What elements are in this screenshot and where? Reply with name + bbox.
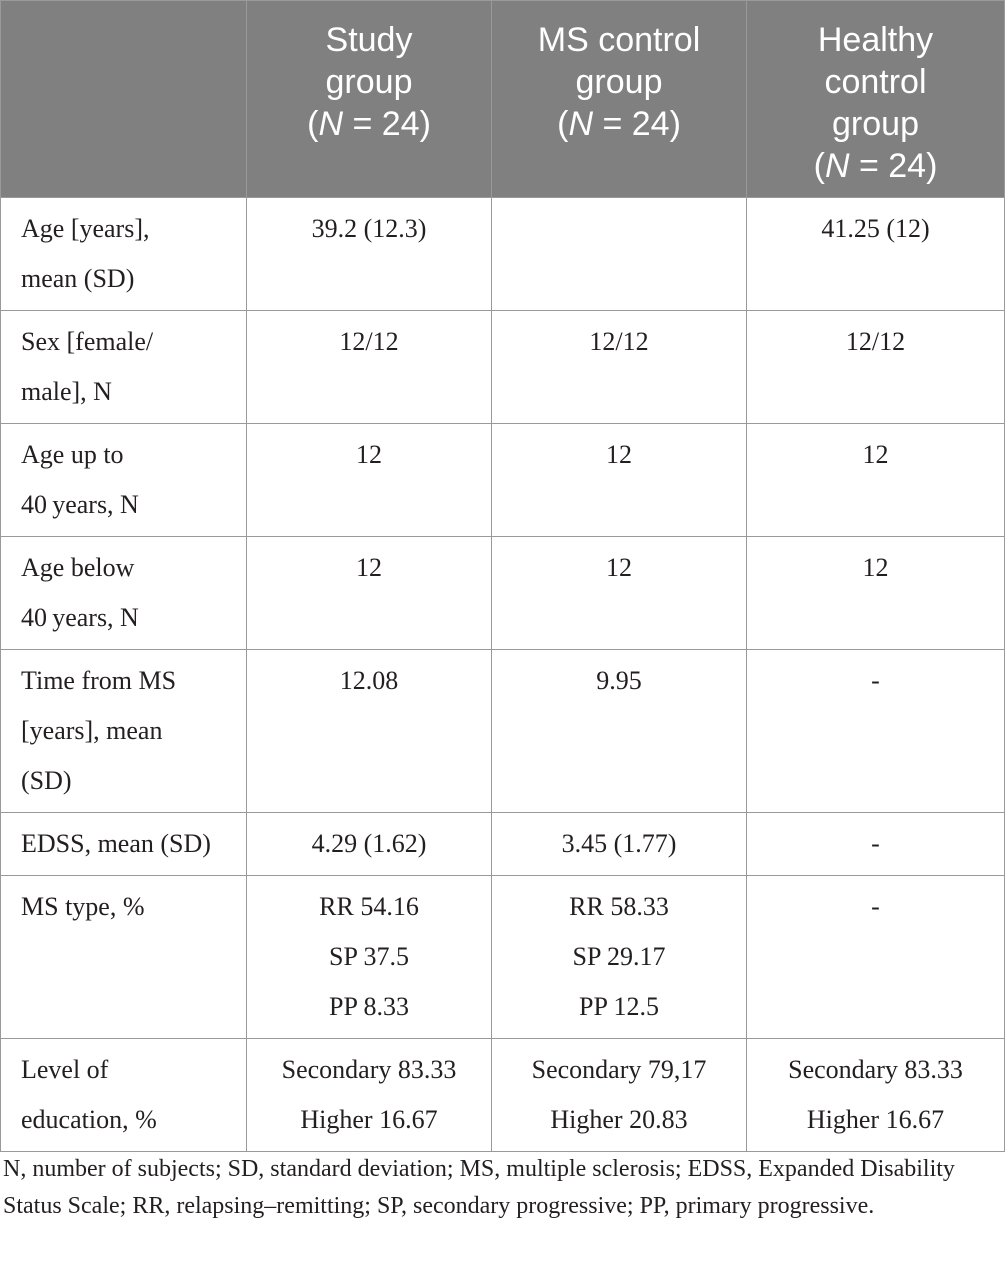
- header-healthy-line2: control: [824, 63, 927, 101]
- healthy-cell-text: Higher 16.67: [806, 1105, 945, 1134]
- study-cell-text: RR 54.16: [319, 892, 419, 921]
- header-healthy-n: (N = 24): [813, 147, 938, 185]
- label-cell-text: Time from MS: [21, 666, 177, 695]
- study-cell: [247, 813, 492, 876]
- label-cell-text: mean (SD): [21, 264, 135, 293]
- label-cell: [1, 876, 247, 1039]
- ms-control-cell-text: SP 29.17: [572, 942, 666, 971]
- label-cell-text: education, %: [21, 1105, 157, 1134]
- header-ms-control-n: (N = 24): [557, 105, 681, 143]
- header-study-group: [247, 1, 492, 198]
- study-cell: [247, 311, 492, 424]
- label-cell-text: Level of: [21, 1055, 109, 1084]
- healthy-cell-text: 41.25 (12): [821, 214, 930, 243]
- study-cell-text: 12/12: [339, 327, 399, 356]
- header-blank-cell: [1, 1, 247, 198]
- ms-control-cell: [492, 198, 747, 311]
- study-cell: [247, 1039, 492, 1152]
- healthy-cell: [747, 650, 1005, 813]
- label-cell-text: male], N: [21, 377, 112, 406]
- healthy-cell-text: -: [871, 892, 880, 921]
- label-cell-text: 40 years, N: [21, 603, 139, 632]
- table-row: [1, 537, 1005, 650]
- study-cell: [247, 650, 492, 813]
- study-cell: [247, 424, 492, 537]
- header-healthy-control-group: [747, 1, 1005, 198]
- label-cell: [1, 424, 247, 537]
- healthy-cell-text: -: [871, 829, 880, 858]
- header-ms-control-group: [492, 1, 747, 198]
- ms-control-cell-text: 12/12: [589, 327, 649, 356]
- study-cell-text: 4.29 (1.62): [311, 829, 427, 858]
- ms-control-cell: [492, 424, 747, 537]
- header-study-line2: group: [325, 63, 413, 101]
- study-cell-text: PP 8.33: [329, 992, 409, 1021]
- header-study-n: (N = 24): [307, 105, 431, 143]
- label-cell: [1, 650, 247, 813]
- healthy-cell-text: Secondary 83.33: [788, 1055, 963, 1084]
- label-cell-text: EDSS, mean (SD): [21, 829, 211, 858]
- ms-control-cell-text: 9.95: [596, 666, 642, 695]
- healthy-cell: [747, 198, 1005, 311]
- ms-control-cell: [492, 1039, 747, 1152]
- label-cell-text: Age below: [21, 553, 135, 582]
- healthy-cell: [747, 424, 1005, 537]
- ms-control-cell-text: RR 58.33: [569, 892, 669, 921]
- label-cell: [1, 198, 247, 311]
- study-cell: [247, 876, 492, 1039]
- table-row: [1, 1039, 1005, 1152]
- ms-control-cell-text: 12: [606, 553, 632, 582]
- ms-control-cell: [492, 813, 747, 876]
- label-cell-text: Age up to: [21, 440, 124, 469]
- healthy-cell-text: -: [871, 666, 880, 695]
- label-cell: [1, 311, 247, 424]
- study-cell-text: 39.2 (12.3): [311, 214, 427, 243]
- study-cell: [247, 198, 492, 311]
- ms-control-cell-text: Higher 20.83: [550, 1105, 688, 1134]
- label-cell-text: (SD): [21, 766, 72, 795]
- table-row: [1, 311, 1005, 424]
- healthy-cell: [747, 1039, 1005, 1152]
- ms-control-cell-text: 3.45 (1.77): [561, 829, 677, 858]
- study-cell-text: Secondary 83.33: [281, 1055, 457, 1084]
- label-cell-text: [years], mean: [21, 716, 163, 745]
- header-healthy-line3: group: [832, 105, 919, 143]
- healthy-cell: [747, 537, 1005, 650]
- healthy-cell: [747, 813, 1005, 876]
- ms-control-cell: [492, 876, 747, 1039]
- ms-control-cell-text: 12: [606, 440, 632, 469]
- study-cell-text: 12: [356, 553, 382, 582]
- healthy-cell-text: 12: [862, 553, 889, 582]
- table-body: [1, 198, 1005, 1152]
- label-cell-text: Sex [female/: [21, 327, 154, 356]
- study-cell-text: 12.08: [339, 666, 399, 695]
- study-cell-text: Higher 16.67: [300, 1105, 438, 1134]
- label-cell: [1, 1039, 247, 1152]
- label-cell-text: Age [years],: [21, 214, 150, 243]
- healthy-cell-text: 12/12: [845, 327, 906, 356]
- header-study-line1: Study: [325, 21, 413, 59]
- header-healthy-line1: Healthy: [817, 21, 934, 59]
- table-row: [1, 650, 1005, 813]
- table-footnote: N, number of subjects; SD, standard deviation; MS, multiple sclerosis; EDSS, Expanded Disability Status Scale; RR, relapsing–remitting; SP, secondary progressive; PP, primary progressive.: [3, 1156, 955, 1219]
- study-cell: [247, 537, 492, 650]
- healthy-cell: [747, 876, 1005, 1039]
- table-row: [1, 876, 1005, 1039]
- label-cell: [1, 537, 247, 650]
- healthy-cell: [747, 311, 1005, 424]
- header-row: [1, 1, 1005, 198]
- ms-control-cell: [492, 650, 747, 813]
- table-row: [1, 424, 1005, 537]
- ms-control-cell: [492, 537, 747, 650]
- ms-control-cell-text: PP 12.5: [579, 992, 659, 1021]
- table-row: [1, 198, 1005, 311]
- healthy-cell-text: 12: [862, 440, 889, 469]
- header-ms-control-line2: group: [575, 63, 663, 101]
- table-row: [1, 813, 1005, 876]
- study-cell-text: SP 37.5: [329, 942, 409, 971]
- header-ms-control-line1: MS control: [537, 21, 701, 59]
- label-cell-text: MS type, %: [21, 892, 145, 921]
- label-cell: [1, 813, 247, 876]
- ms-control-cell-text: Secondary 79,17: [531, 1055, 707, 1084]
- label-cell-text: 40 years, N: [21, 490, 139, 519]
- study-cell-text: 12: [356, 440, 382, 469]
- ms-control-cell: [492, 311, 747, 424]
